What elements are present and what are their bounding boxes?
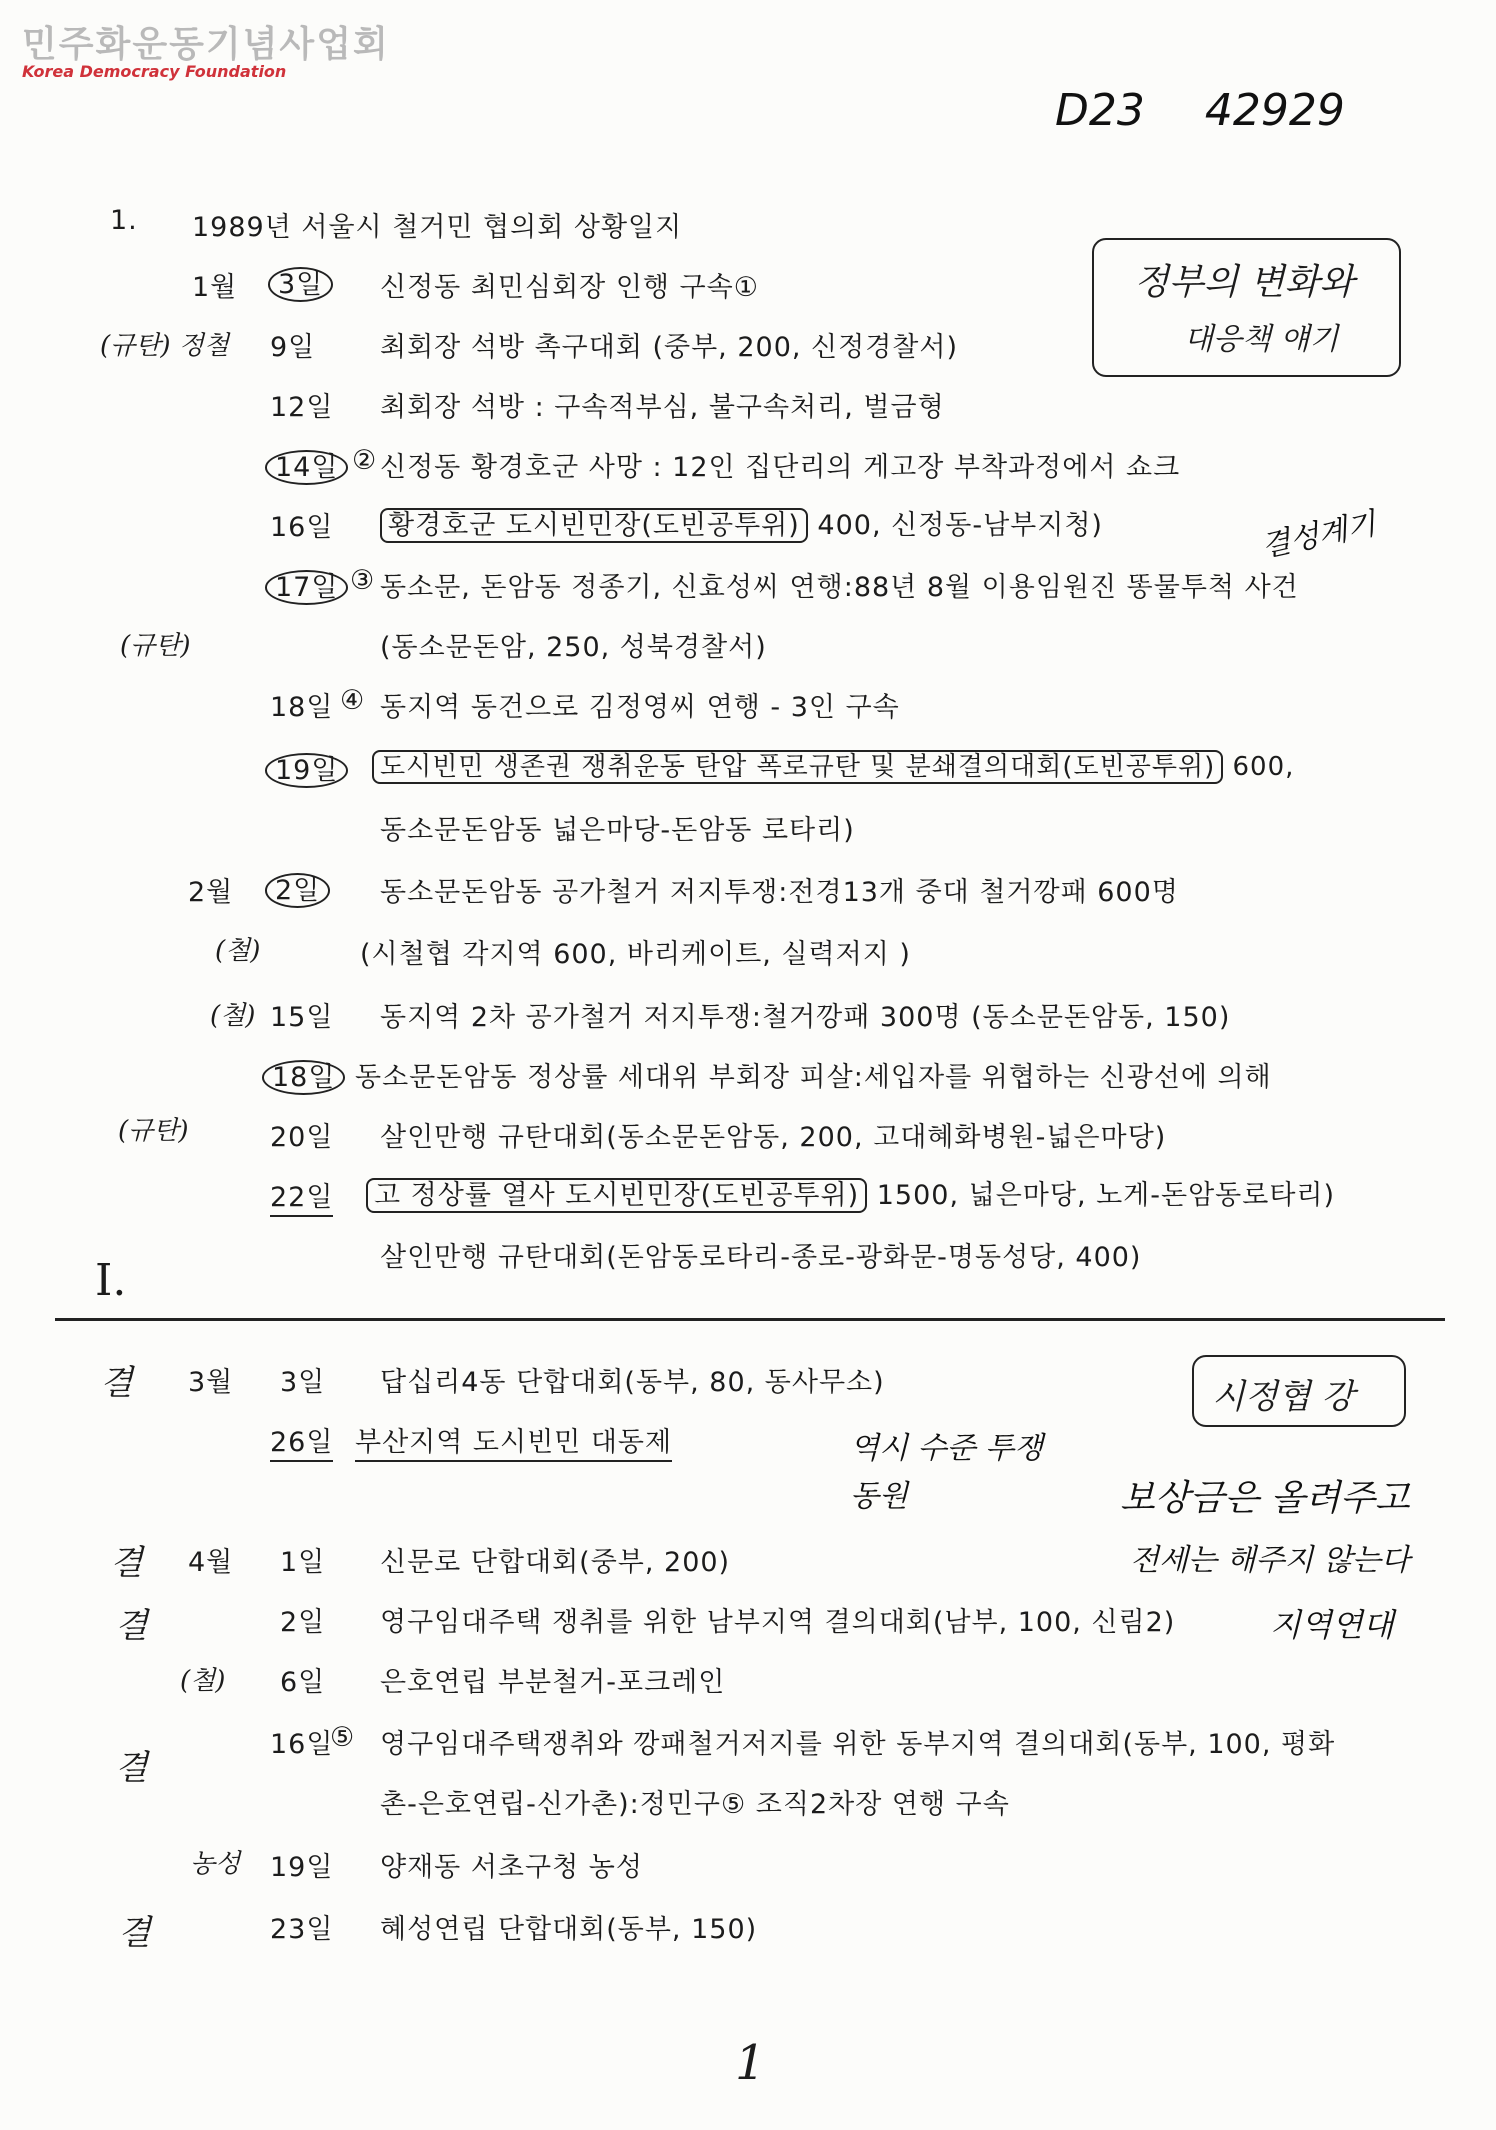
section-number: 1. (110, 205, 138, 236)
entry-num-marker: ④ (340, 685, 366, 716)
entry-text: 신문로 단합대회(중부, 200) (380, 1547, 731, 1578)
document-id-number: 42929 (1204, 85, 1345, 136)
handwritten-note: 시정협 강 (1212, 1377, 1355, 1417)
handwritten-note: 결성계기 (1258, 506, 1380, 565)
entry-day: 22일 (270, 1175, 333, 1214)
margin-mark: 결 (115, 1606, 148, 1646)
margin-mark: (철) (180, 1666, 226, 1696)
entry-text: 동소문돈암동 정상률 세대위 부회장 피살:세입자를 위협하는 신광선에 의해 (355, 1062, 1272, 1093)
entry-text: (동소문돈암, 250, 성북경찰서) (380, 632, 767, 663)
entry-day: 19일 (265, 748, 348, 787)
month-label: 2월 (188, 877, 234, 908)
handwritten-note-box (1092, 238, 1401, 377)
margin-mark: (규탄) (118, 1116, 189, 1146)
entry-text: 동지역 2차 공가철거 저지투쟁:철거깡패 300명 (동소문돈암동, 150) (380, 1002, 1231, 1033)
section-mark: I. (95, 1255, 127, 1306)
margin-mark: (철) (210, 1001, 256, 1031)
margin-mark: (규탄) 정철 (100, 331, 230, 361)
entry-day: 1일 (280, 1547, 326, 1578)
entry-day: 3일 (280, 1367, 326, 1398)
entry-text: 영구임대주택 쟁취를 위한 남부지역 결의대회(남부, 100, 신림2) (380, 1607, 1176, 1638)
margin-mark: (철) (215, 936, 261, 966)
entry-day: 19일 (270, 1852, 334, 1883)
entry-day: 15일 (270, 1002, 334, 1033)
entry-text: 신정동 최민심회장 인행 구속① (380, 272, 759, 303)
section-divider (55, 1318, 1445, 1321)
foundation-logo-korean: 민주화운동기념사업회 (22, 24, 390, 65)
section-title: 1989년 서울시 철거민 협의회 상황일지 (192, 212, 683, 243)
entry-text: 영구임대주택쟁취와 깡패철거저지를 위한 동부지역 결의대회(동부, 100, 평화 (380, 1729, 1336, 1760)
month-label: 1월 (192, 272, 238, 303)
entry-day: 12일 (270, 392, 334, 423)
entry-day: 17일 (265, 565, 348, 604)
handwritten-note-box (1192, 1355, 1406, 1427)
handwritten-note: 대응책 얘기 (1184, 322, 1339, 357)
entry-text: 부산지역 도시빈민 대동제 (355, 1420, 672, 1459)
entry-day: 20일 (270, 1122, 334, 1153)
entry-text: 양재동 서초구청 농성 (380, 1852, 643, 1883)
entry-text: 고 정상률 열사 도시빈민장(도빈공투위) 1500, 넓은마당, 노게-돈암동로타리) (366, 1173, 1335, 1212)
entry-text: 혜성연립 단합대회(동부, 150) (380, 1914, 758, 1945)
month-label: 4월 (188, 1547, 234, 1578)
entry-text: 신정동 황경호군 사망 : 12인 집단리의 게고장 부착과정에서 쇼크 (380, 452, 1181, 483)
entry-text: 촌-은호연립-신가촌):정민구⑤ 조직2차장 연행 구속 (380, 1789, 1010, 1820)
handwritten-note: 정부의 변화와 (1134, 262, 1355, 303)
entry-day: 18일 (270, 692, 334, 723)
margin-mark: (규탄) (120, 631, 191, 661)
handwritten-note: 보상금은 올려주고 (1120, 1478, 1410, 1519)
entry-text: 은호연립 부분철거-포크레인 (380, 1667, 726, 1698)
handwritten-note: 지역연대 (1270, 1606, 1394, 1644)
entry-num-marker: ③ (350, 565, 376, 596)
entry-text: 도시빈민 생존권 쟁취운동 탄압 폭로규탄 및 분쇄결의대회(도빈공투위) 600, (372, 746, 1294, 783)
margin-mark: 결 (115, 1748, 148, 1788)
page-number: 1 (735, 2035, 766, 2091)
entry-text: 살인만행 규탄대회(돈암동로타리-종로-광화문-명동성당, 400) (380, 1242, 1142, 1273)
margin-mark: 결 (100, 1363, 133, 1403)
entry-day: 2일 (265, 868, 330, 907)
entry-day: 6일 (280, 1667, 326, 1698)
entry-day: 14일 (265, 445, 348, 484)
entry-num-marker: ② (352, 445, 378, 476)
foundation-logo-english: Korea Democracy Foundation (22, 62, 287, 81)
entry-text: (시철협 각지역 600, 바리케이트, 실력저지 ) (360, 939, 911, 970)
entry-day: 16일 (270, 1729, 334, 1760)
handwritten-note: 전세는 해주지 않는다 (1130, 1543, 1410, 1578)
entry-day: 9일 (270, 332, 316, 363)
margin-mark: 결 (110, 1543, 143, 1583)
entry-day: 16일 (270, 512, 334, 543)
entry-text: 동지역 동건으로 김정영씨 연행 - 3인 구속 (380, 692, 900, 723)
entry-text: 동소문돈암동 넓은마당-돈암동 로타리) (380, 815, 855, 846)
entry-day: 26일 (270, 1420, 333, 1459)
entry-text: 최회장 석방 : 구속적부심, 불구속처리, 벌금형 (380, 392, 945, 423)
entry-day: 23일 (270, 1914, 334, 1945)
document-id (1055, 85, 1345, 136)
entry-text: 동소문, 돈암동 정종기, 신효성씨 연행:88년 8월 이용임원진 똥물투척 사건 (380, 572, 1299, 603)
entry-text: 살인만행 규탄대회(동소문돈암동, 200, 고대혜화병원-넓은마당) (380, 1122, 1167, 1153)
entry-day: 18일 (262, 1055, 345, 1094)
entry-text: 동소문돈암동 공가철거 저지투쟁:전경13개 중대 철거깡패 600명 (380, 877, 1179, 908)
entry-day: 3일 (268, 262, 333, 301)
margin-mark: 결 (118, 1913, 151, 1953)
month-label: 3월 (188, 1367, 234, 1398)
entry-text: 최회장 석방 촉구대회 (중부, 200, 신정경찰서) (380, 332, 958, 363)
entry-day: 2일 (280, 1607, 326, 1638)
entry-text: 황경호군 도시빈민장(도빈공투위) 400, 신정동-남부지청) (380, 503, 1103, 542)
document-id-prefix: D23 (1055, 85, 1145, 136)
handwritten-note: 역시 수준 투쟁 동원 (850, 1431, 1043, 1514)
entry-text: 답십리4동 단합대회(동부, 80, 동사무소) (380, 1367, 885, 1398)
entry-num-marker: ⑤ (330, 1722, 356, 1753)
margin-mark: 농성 (190, 1849, 241, 1879)
